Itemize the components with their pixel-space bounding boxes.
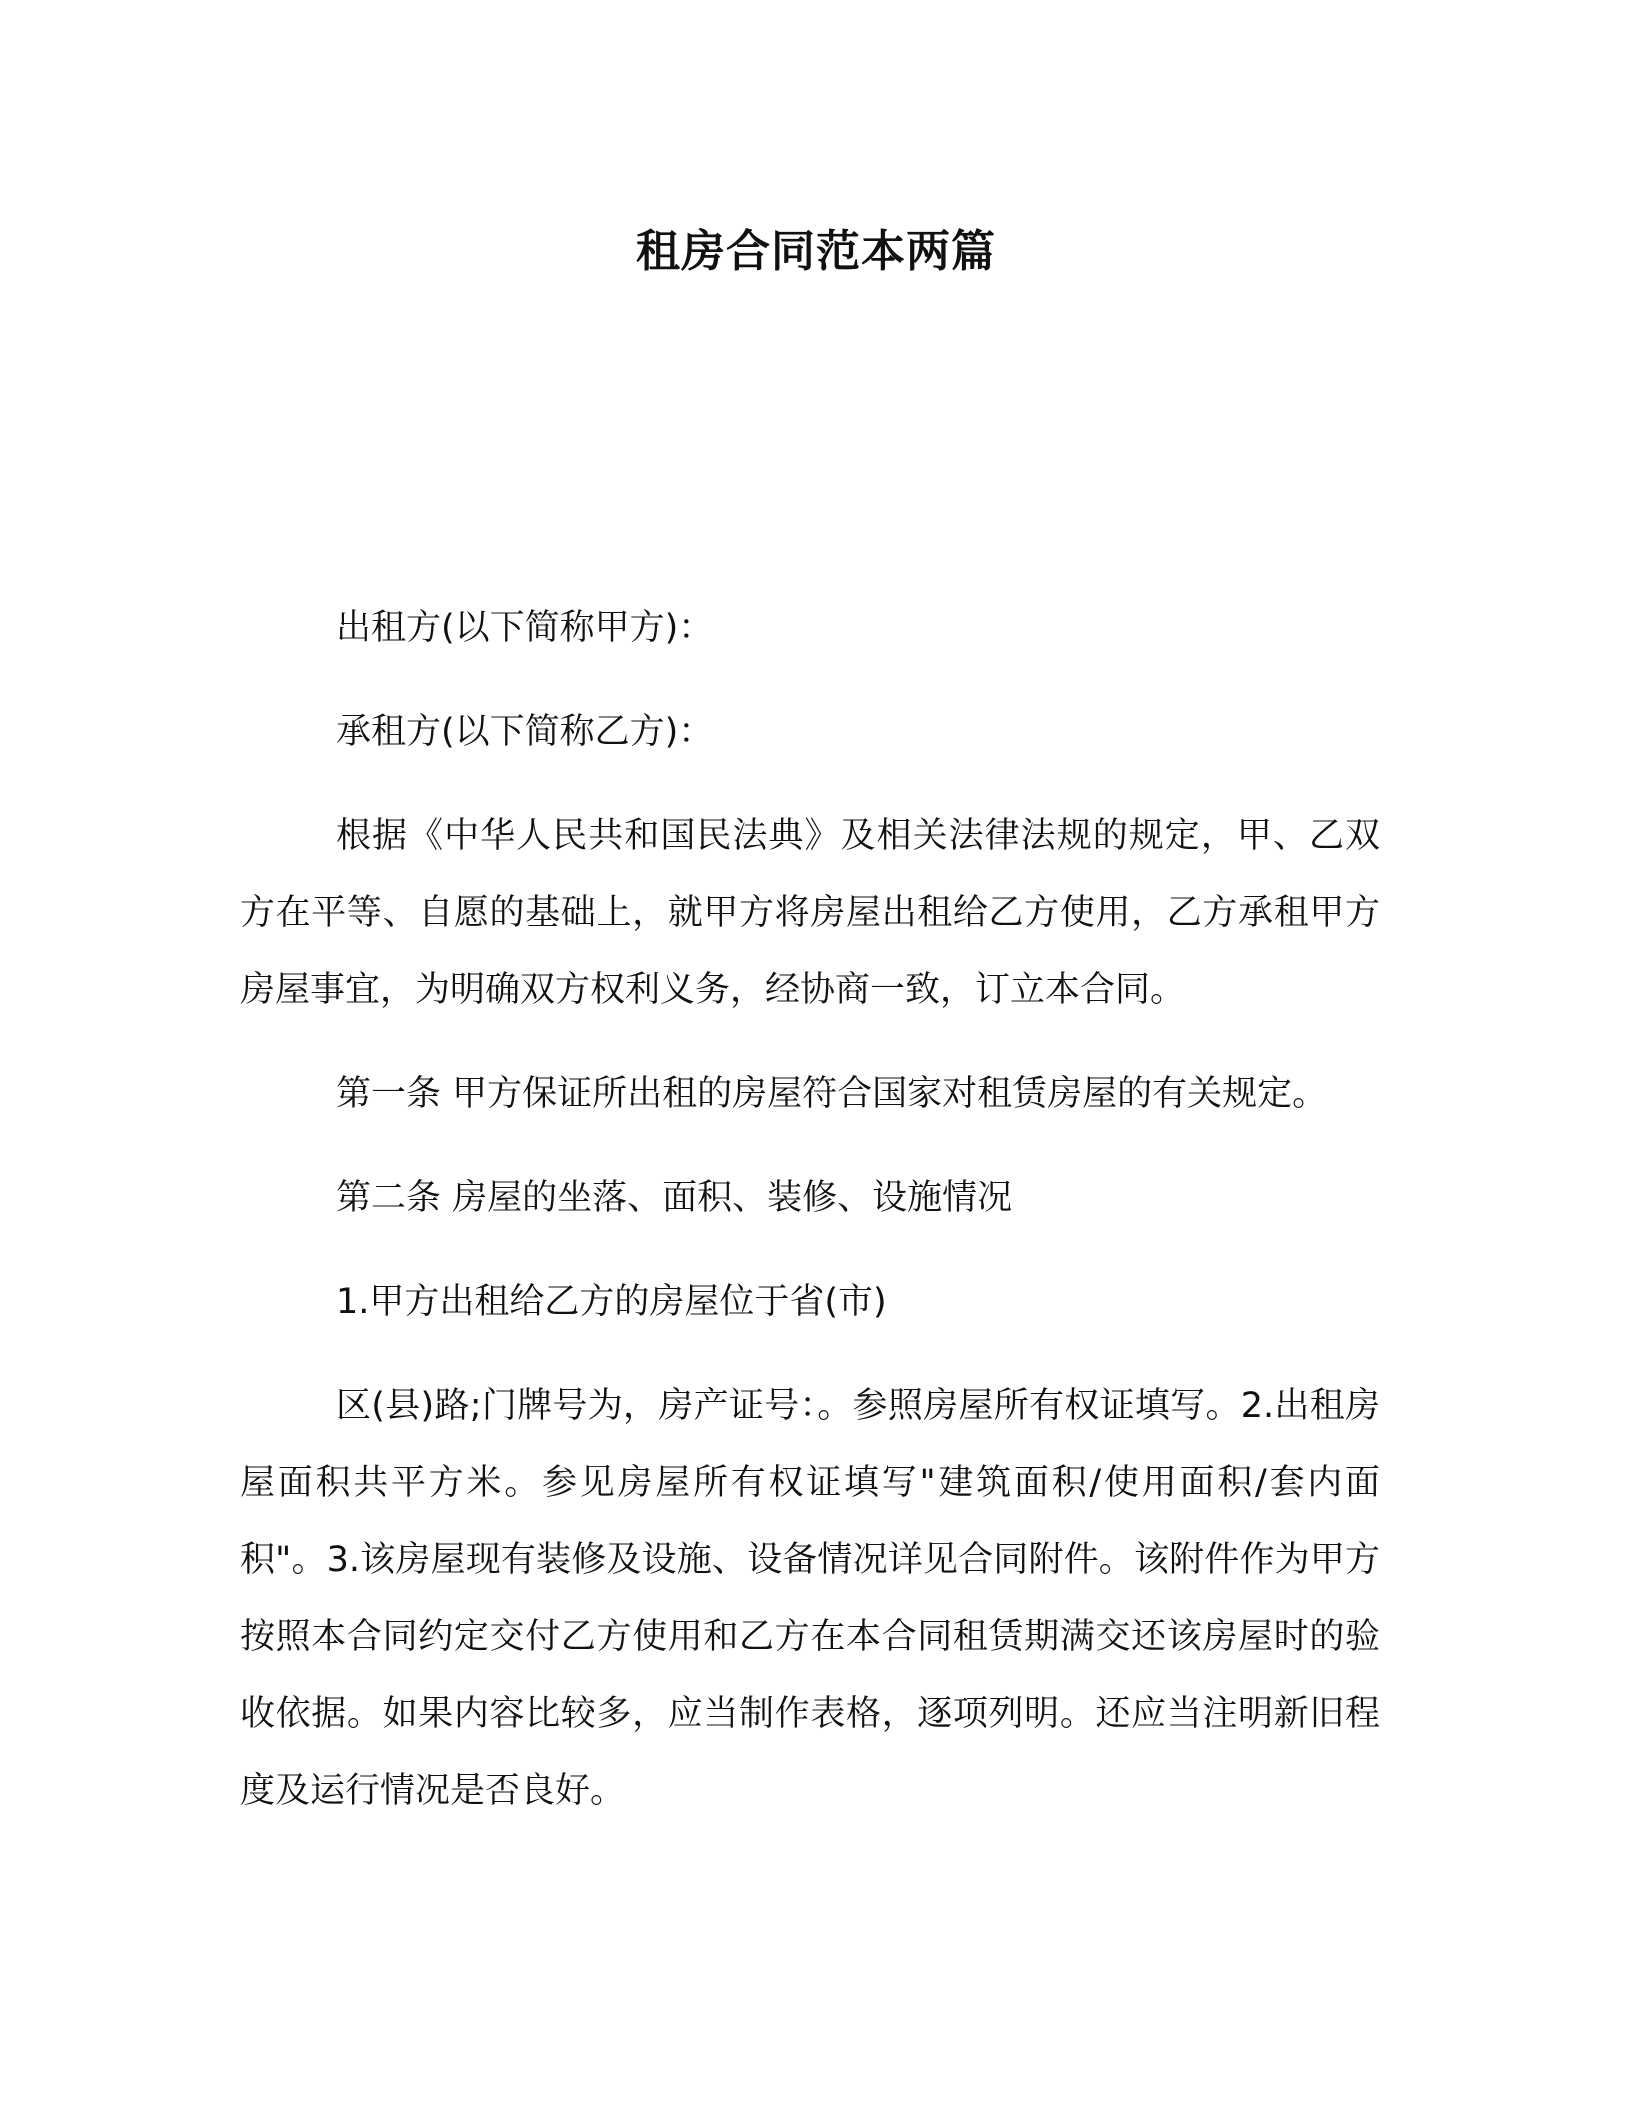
paragraph-preamble: 根据《中华人民共和国民法典》及相关法律法规的规定，甲、乙双方在平等、自愿的基础上，就甲方将房屋出租给乙方使用，乙方承租甲方房屋事宜，为明确双方权利义务，经协商一致，订立本合同。 xyxy=(240,816,1380,1010)
document-title: 租房合同范本两篇 xyxy=(636,226,996,277)
paragraph-lessee: 承租方(以下简称乙方)： xyxy=(336,712,714,752)
paragraph-article-2: 第二条 房屋的坐落、面积、装修、设施情况 xyxy=(336,1178,1013,1218)
document-body xyxy=(240,590,1380,1830)
paragraph-lessor: 出租方(以下简称甲方)： xyxy=(336,608,714,648)
paragraph-details: 区(县)路;门牌号为，房产证号：。参照房屋所有权证填写。2.出租房屋面积共平方米。参见房屋所有权证填写"建筑面积/使用面积/套内面积"。3.该房屋现有装修及设施、设备情况详见合同附件。该附件作为甲方按照本合同约定交付乙方使用和乙方在本合同租赁期满交还该房屋时的验收依据。如果内容比较多，应当制作表格，逐项列明。还应当注明新旧程度及运行情况是否良好。 xyxy=(240,1386,1380,1811)
paragraph-item-1: 1.甲方出租给乙方的房屋位于省(市) xyxy=(336,1282,887,1322)
paragraph-article-1: 第一条 甲方保证所出租的房屋符合国家对租赁房屋的有关规定。 xyxy=(336,1074,1328,1114)
